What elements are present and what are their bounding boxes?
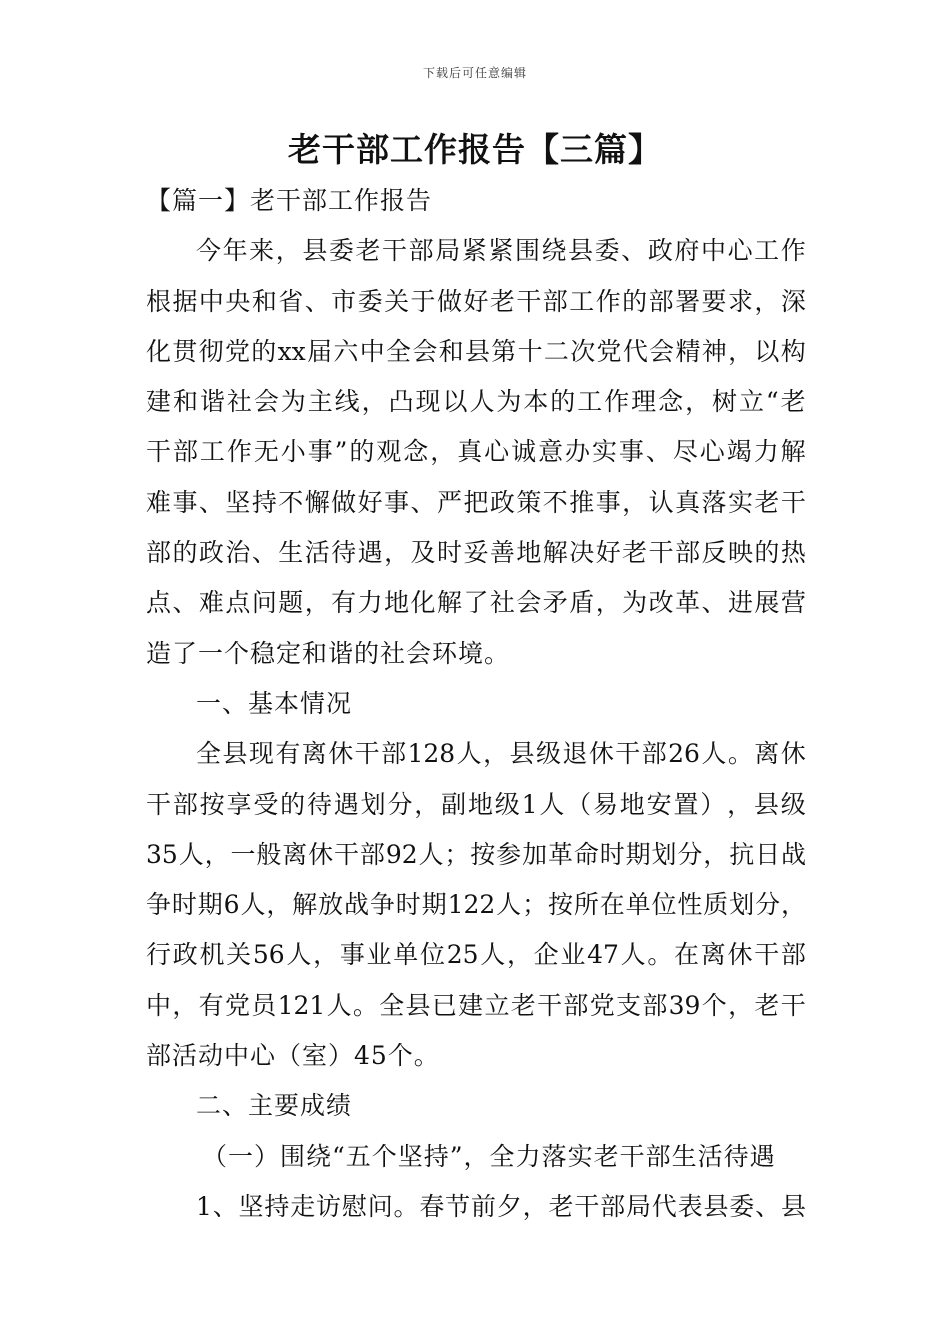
text-line: 化 贯 彻 党 的 xx 届 六 中 全 会 和 县 第 十 二 次 党 代 会 精 神 ， 以 构: [146, 336, 806, 366]
text-line: 二、主要成绩: [196, 1091, 353, 1121]
text-line: 干 部 工 作 无 小 事 ” 的 观 念 ， 真 心 诚 意 办 实 事 、 尽 心 竭 力 解: [146, 437, 806, 467]
text-line: 干 部 按 享 受 的 待 遇 划 分 ， 副 地 级 1 人 （ 易 地 安 置 ） ， 县 级: [146, 789, 806, 819]
document-title: 老干部工作报告【三篇】: [288, 130, 662, 169]
text-line: 部 的 政 治 、 生 活 待 遇 ， 及 时 妥 善 地 解 决 好 老 干 部 反 映 的 热: [146, 538, 806, 568]
text-line: 争 时 期 6 人 ， 解 放 战 争 时 期 122 人 ； 按 所 在 单 位 性 质 划 分 ，: [146, 890, 806, 920]
text-line: 难 事 、 坚 持 不 懈 做 好 事 、 严 把 政 策 不 推 事 ， 认 真 落 实 老 干: [146, 487, 806, 517]
text-line: （一）围绕“五个坚持”，全力落实老干部生活待遇: [202, 1141, 776, 1171]
text-line: 1 、 坚 持 走 访 慰 问 。 春 节 前 夕 ， 老 干 部 局 代 表 县 委 、 县: [196, 1191, 806, 1221]
text-line: 根 据 中 央 和 省 、 市 委 关 于 做 好 老 干 部 工 作 的 部 署 要 求 ， 深: [146, 286, 806, 316]
text-line: 今 年 来 ， 县 委 老 干 部 局 紧 紧 围 绕 县 委 、 政 府 中 心 工 作: [196, 236, 806, 266]
header-note: 下载后可任意编辑: [422, 66, 527, 80]
text-line: 建 和 谐 社 会 为 主 线 ， 凸 现 以 人 为 本 的 工 作 理 念 ， 树 立 “ 老: [146, 387, 806, 417]
text-line: 点 、 难 点 问 题 ， 有 力 地 化 解 了 社 会 矛 盾 ， 为 改 革 、 进 展 营: [146, 588, 806, 618]
text-line: 部活动中心（室）45个。: [146, 1041, 440, 1071]
text-line: 全 县 现 有 离 休 干 部 128 人 ， 县 级 退 休 干 部 26 人 。 离 休: [196, 739, 806, 769]
text-line: 【篇一】老干部工作报告: [146, 186, 433, 215]
text-line: 行 政 机 关 56 人 ， 事 业 单 位 25 人 ， 企 业 47 人 。 在 离 休 干 部: [146, 940, 806, 970]
document-body: [146, 176, 806, 1232]
text-line: 中 ， 有 党 员 121 人 。 全 县 已 建 立 老 干 部 党 支 部 39 个 ， 老 干: [146, 990, 806, 1020]
text-line: 造了一个稳定和谐的社会环境。: [146, 638, 511, 668]
text-line: 一、基本情况: [196, 688, 353, 718]
text-line: 35 人 ， 一 般 离 休 干 部 92 人 ； 按 参 加 革 命 时 期 划 分 ， 抗 日 战: [146, 839, 806, 869]
